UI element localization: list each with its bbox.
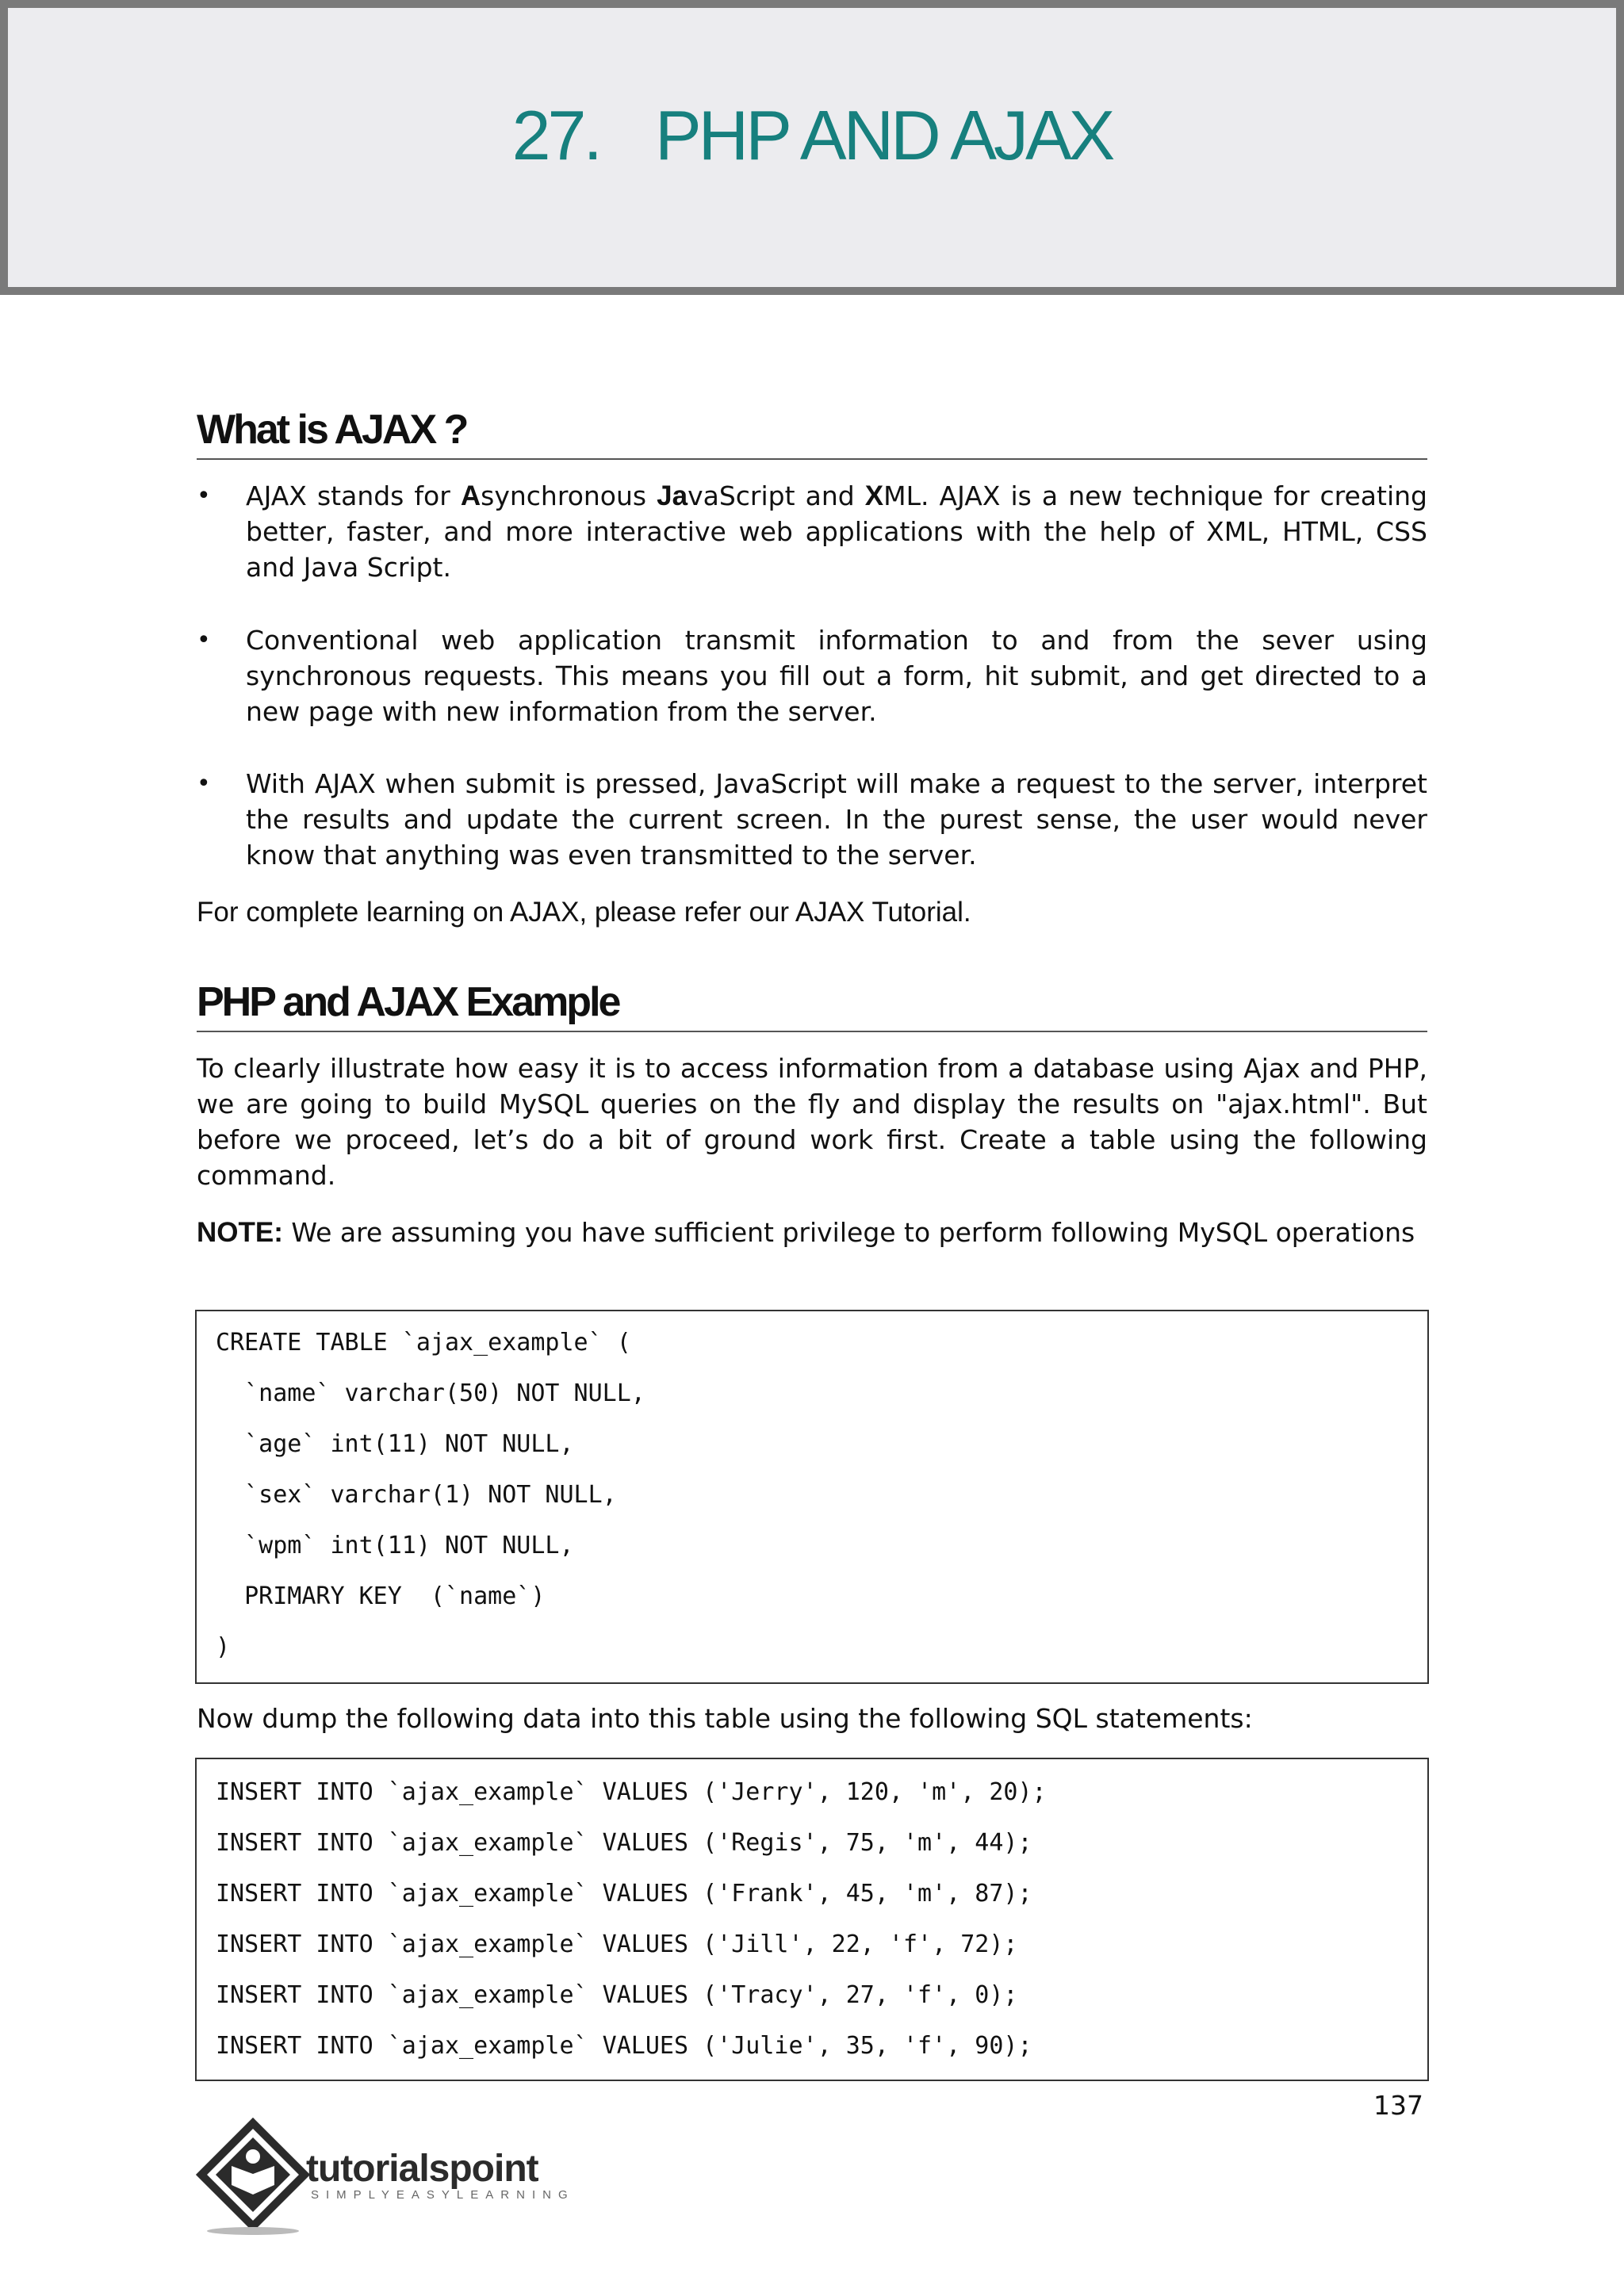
- code-line: PRIMARY KEY (`name`): [216, 1582, 546, 1610]
- bullet-conventional-apps: Conventional web application transmit information to and from the sever using synchronous requests. This means you fill out a form, hit submit, and get directed to a new page with new information from the server.: [246, 625, 1427, 727]
- code-line: INSERT INTO `ajax_example` VALUES ('Frank', 45, 'm', 87);: [216, 1880, 1032, 1908]
- code-line: INSERT INTO `ajax_example` VALUES ('Julie', 35, 'f', 90);: [216, 2032, 1032, 2060]
- code-line: INSERT INTO `ajax_example` VALUES ('Jill', 22, 'f', 72);: [216, 1931, 1018, 1958]
- privilege-note: NOTE: We are assuming you have sufficient privilege to perform following MySQL operations: [197, 1217, 1415, 1248]
- chapter-banner: [0, 0, 1624, 295]
- logo-tagline: SIMPLYEASYLEARNING: [311, 2188, 575, 2202]
- code-line: INSERT INTO `ajax_example` VALUES ('Regis', 75, 'm', 44);: [216, 1829, 1032, 1857]
- code-line: ): [216, 1633, 231, 1661]
- code-line: INSERT INTO `ajax_example` VALUES ('Jerry', 120, 'm', 20);: [216, 1778, 1047, 1806]
- bullet-ajax-definition: AJAX stands for Asynchronous JavaScript and XML. AJAX is a new technique for creating better, faster, and more interactive web applications with the help of XML, HTML, CSS and Java Script.: [246, 480, 1427, 583]
- example-intro-paragraph: To clearly illustrate how easy it is to access information from a database using Ajax and PHP, we are going to build MySQL queries on the fly and display the results on "ajax.html". But before we proceed, let’s do a bit of ground work first. Create a table using the following command.: [197, 1053, 1427, 1191]
- bullet-with-ajax: With AJAX when submit is pressed, JavaScript will make a request to the server, interpret the results and update the current screen. In the purest sense, the user would never know that anything was even transmitted to the server.: [246, 768, 1427, 871]
- chapter-title: 27. PHP AND AJAX: [511, 96, 1113, 174]
- code-line: `age` int(11) NOT NULL,: [216, 1430, 574, 1458]
- code-line: `name` varchar(50) NOT NULL,: [216, 1380, 645, 1407]
- code-line: `wpm` int(11) NOT NULL,: [216, 1532, 574, 1559]
- ajax-tutorial-note: For complete learning on AJAX, please refer our AJAX Tutorial.: [197, 897, 971, 928]
- insert-data-code-block: [195, 1758, 1429, 2081]
- create-table-code-block: [195, 1310, 1429, 1684]
- section-heading-php-ajax-example: PHP and AJAX Example: [197, 978, 1427, 1032]
- bullet-marker: •: [197, 626, 211, 654]
- dump-data-instruction: Now dump the following data into this table using the following SQL statements:: [197, 1703, 1253, 1734]
- tutorialspoint-logo-icon: [193, 2117, 312, 2236]
- bullet-marker: •: [197, 770, 211, 798]
- code-line: `sex` varchar(1) NOT NULL,: [216, 1481, 617, 1509]
- code-line: INSERT INTO `ajax_example` VALUES ('Tracy', 27, 'f', 0);: [216, 1981, 1018, 2009]
- page-number: 137: [1373, 2090, 1423, 2121]
- bullet-marker: •: [197, 482, 211, 510]
- code-line: CREATE TABLE `ajax_example` (: [216, 1329, 631, 1357]
- logo-wordmark: tutorialspoint: [306, 2148, 538, 2190]
- section-heading-what-is-ajax: What is AJAX ?: [197, 406, 1427, 460]
